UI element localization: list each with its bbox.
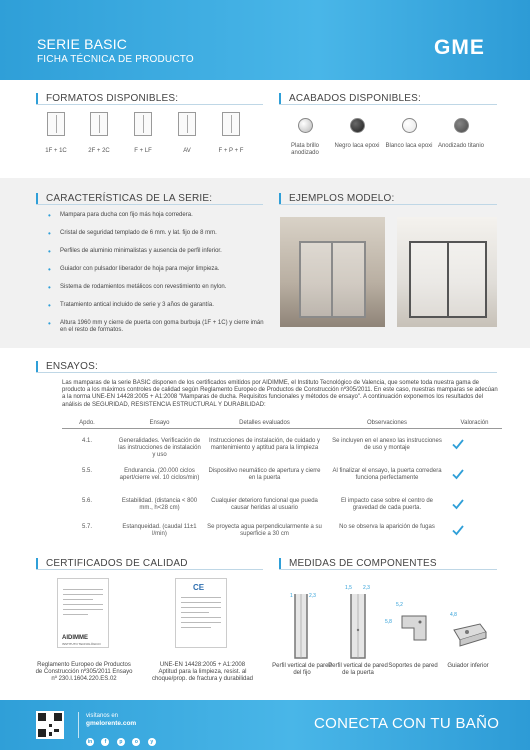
finish-item	[384, 118, 434, 150]
finishes-divider	[279, 104, 497, 105]
example-photo-1	[280, 217, 385, 327]
dim-label: 2,3	[309, 593, 316, 599]
visit-label: visítanos en	[86, 713, 119, 719]
formats-list	[36, 112, 261, 162]
dim-label: 5,8	[385, 619, 392, 625]
series-title: SERIE BASIC	[37, 36, 128, 52]
formats-title: FORMATOS DISPONIBLES:	[36, 93, 178, 105]
table-row	[62, 524, 502, 550]
social-icons	[86, 730, 159, 748]
component-caption: Soportes de pared	[388, 663, 438, 669]
footer-banner	[0, 700, 530, 750]
features-divider	[36, 204, 263, 205]
format-item	[36, 112, 76, 154]
features-title: CARACTERÍSTICAS DE LA SERIE:	[36, 193, 212, 205]
door-wall-profile-icon	[343, 590, 373, 660]
col-header-valoracion: Valoración	[460, 420, 489, 426]
col-header-obs: Observaciones	[366, 420, 408, 426]
qr-code-icon[interactable]	[36, 711, 64, 739]
checkmark-icon	[452, 498, 464, 510]
component-caption: Perfil vertical de pared del fijo	[272, 663, 332, 676]
cell-detalles: Cualquier deterioro funcional que pueda causar heridas al usuario	[211, 498, 318, 511]
certificate-caption-2: UNE-EN 14428:2005 + A1:2008 Aptitud para la limpieza, resist. al choque/prop. de fractura y durabilidad	[151, 662, 254, 682]
aidimme-stamp-sub: INSTITUTO TECNOLÓGICO	[62, 642, 101, 646]
pinterest-icon[interactable]: p	[117, 738, 125, 746]
certificate-document-1	[57, 578, 109, 648]
finish-label: Negro laca epoxi	[334, 143, 380, 149]
feature-item: • Tratamiento antical incluido de serie y 3 años de garantía.	[48, 302, 270, 309]
instagram-icon[interactable]: o	[132, 738, 140, 746]
formats-divider	[36, 104, 263, 105]
feature-item: • Guiador con pulsador liberador de hoja para mejor limpieza.	[48, 266, 270, 273]
table-header-line	[62, 428, 502, 429]
example-photo-2	[397, 217, 497, 327]
tests-divider	[36, 372, 497, 373]
feature-item: • Altura 1960 mm y cierre de puerta con goma burbuja (1F + 1C) y cierre imán en el resto de formatos.	[48, 320, 270, 334]
bottom-guide-icon	[450, 618, 490, 648]
ce-mark-icon: CE	[193, 583, 205, 592]
finish-swatch-icon	[298, 118, 313, 133]
finish-item	[280, 118, 330, 157]
footer-slogan: CONECTA CON TU BAÑO	[314, 715, 500, 732]
component-caption: Perfil vertical de pared de la puerta	[328, 663, 388, 676]
fixed-wall-profile-icon	[287, 590, 317, 660]
tests-title: ENSAYOS:	[36, 361, 98, 373]
website-link[interactable]: gmelorente.com	[86, 720, 137, 727]
table-row	[62, 438, 502, 464]
checkmark-icon	[452, 468, 464, 480]
finish-swatch-icon	[402, 118, 417, 133]
feature-item: • Sistema de rodamientos metálicos con revestimiento en nylon.	[48, 284, 270, 291]
cell-obs: El impacto case sobre el centro de gravedad de cada puerta.	[340, 498, 434, 511]
table-row	[62, 468, 502, 494]
checkmark-icon	[452, 438, 464, 450]
dim-label: 5,2	[396, 602, 403, 608]
format-label: 2F + 2C	[88, 148, 110, 154]
gme-logo: GME	[434, 36, 485, 59]
dim-label: 2,3	[363, 585, 370, 591]
components-divider	[279, 569, 497, 570]
examples-divider	[279, 204, 497, 205]
cell-ensayo: Generalidades. Verificación de las instrucciones de instalación y uso	[118, 438, 201, 458]
col-header-ensayo: Ensayo	[149, 420, 170, 426]
cell-ensayo: Estabilidad. (distancia < 800 mm., h<28 cm)	[121, 498, 198, 511]
cell-apdo: 4.1.	[81, 438, 92, 444]
feature-item: • Mampara para ducha con fijo más hoja corredera.	[48, 212, 270, 219]
components-title: MEDIDAS DE COMPONENTES	[279, 558, 437, 570]
cell-apdo: 5.7.	[81, 524, 92, 530]
feature-item: • Perfiles de aluminio minimalistas y ausencia de perfil inferior.	[48, 248, 270, 255]
finish-label: Anodizado titanio	[437, 143, 485, 149]
header-banner	[0, 0, 530, 80]
shower-glass-icon	[299, 241, 366, 318]
cell-obs: Al finalizar el ensayo, la puerta corredera funciona perfectamente	[332, 468, 442, 481]
format-item	[79, 112, 119, 154]
cell-detalles: Se proyecta agua perpendicularmente a su superficie a 30 cm	[207, 524, 322, 537]
dim-label: 1,5	[345, 585, 352, 591]
finish-item	[436, 118, 486, 150]
shower-format-icon	[47, 112, 65, 136]
shower-format-icon	[222, 112, 240, 136]
dim-label: 1	[290, 593, 293, 599]
cell-apdo: 5.5.	[81, 468, 92, 474]
cell-detalles: Instrucciones de instalación, de cuidado y mantenimiento y aptitud para la limpieza	[208, 438, 321, 451]
certificate-caption-1: Reglamento Europeo de Productos de Construcción nº305/2011 Ensayo nº 230.I.1604.220.ES.02	[35, 662, 133, 682]
shower-glass-icon	[409, 241, 487, 318]
format-item	[167, 112, 207, 154]
certificates-divider	[36, 569, 263, 570]
component-caption: Guiador inferior	[447, 663, 489, 669]
finishes-title: ACABADOS DISPONIBLES:	[279, 93, 421, 105]
format-item	[211, 112, 251, 154]
finish-label: Plata brillo anodizado	[290, 143, 319, 156]
finish-swatch-icon	[454, 118, 469, 133]
shower-format-icon	[134, 112, 152, 136]
checkmark-icon	[452, 524, 464, 536]
format-label: AV	[183, 148, 191, 154]
col-header-detalles: Detalles evaluados	[239, 420, 290, 426]
cell-ensayo: Estanqueidad. (caudal 11±1 l/min)	[122, 524, 197, 537]
col-header-apdo: Apdo.	[79, 420, 95, 426]
dim-label: 4,8	[450, 612, 457, 618]
table-row	[62, 498, 502, 524]
cell-detalles: Dispositivo neumático de apertura y cierre en la puerta	[208, 468, 321, 481]
facebook-icon[interactable]: f	[101, 738, 109, 746]
linkedin-icon[interactable]: in	[87, 739, 93, 745]
cell-obs: No se observa la aparición de fugas	[339, 524, 435, 530]
shower-format-icon	[178, 112, 196, 136]
format-item	[123, 112, 163, 154]
examples-title: EJEMPLOS MODELO:	[279, 193, 394, 205]
cell-apdo: 5.6.	[81, 498, 92, 504]
sheet-subtitle: FICHA TÉCNICA DE PRODUCTO	[37, 54, 194, 65]
format-label: F + P + F	[218, 148, 244, 154]
certificate-document-2	[175, 578, 227, 648]
wall-bracket-icon	[396, 608, 436, 648]
cell-obs: Se incluyen en el anexo las instrucciones de uso y montaje	[332, 438, 442, 451]
certificates-title: CERTIFICADOS DE CALIDAD	[36, 558, 188, 570]
tests-intro: Las mamparas de la serie BASIC disponen de los certificados emitidos por AIDIMME, el Instituto Tecnológico de Valencia, que somete toda nuestra gama de producto a los máximos controles de calidad según Reglamento Europeo de Productos de Construcción nº305/2011. En este caso, nuestras mamparas se adecúan a la norma UNE-EN 14428:2005 + A1:2008 "Mamparas de ducha. Requisitos funcionales y métodos de ensayo". A continuación exponemos los resultados del análisis de SEGURIDAD, RESISTENCIA ESTRUCTURAL Y DURABILIDAD:	[62, 380, 498, 408]
finish-item	[332, 118, 382, 150]
finish-swatch-icon	[350, 118, 365, 133]
footer-divider	[78, 712, 79, 738]
features-list	[48, 212, 270, 345]
format-label: 1F + 1C	[45, 148, 67, 154]
cell-ensayo: Endurancia. (20.000 ciclos apert/cierre vel. 10 ciclos/min)	[119, 468, 200, 481]
youtube-icon[interactable]: y	[148, 738, 156, 746]
aidimme-stamp: AIDIMME	[62, 635, 88, 641]
shower-format-icon	[90, 112, 108, 136]
finish-label: Blanco laca epoxi	[385, 143, 433, 149]
format-label: F + LF	[134, 148, 152, 154]
feature-item: • Cristal de seguridad templado de 6 mm. y lat. fijo de 8 mm.	[48, 230, 270, 237]
